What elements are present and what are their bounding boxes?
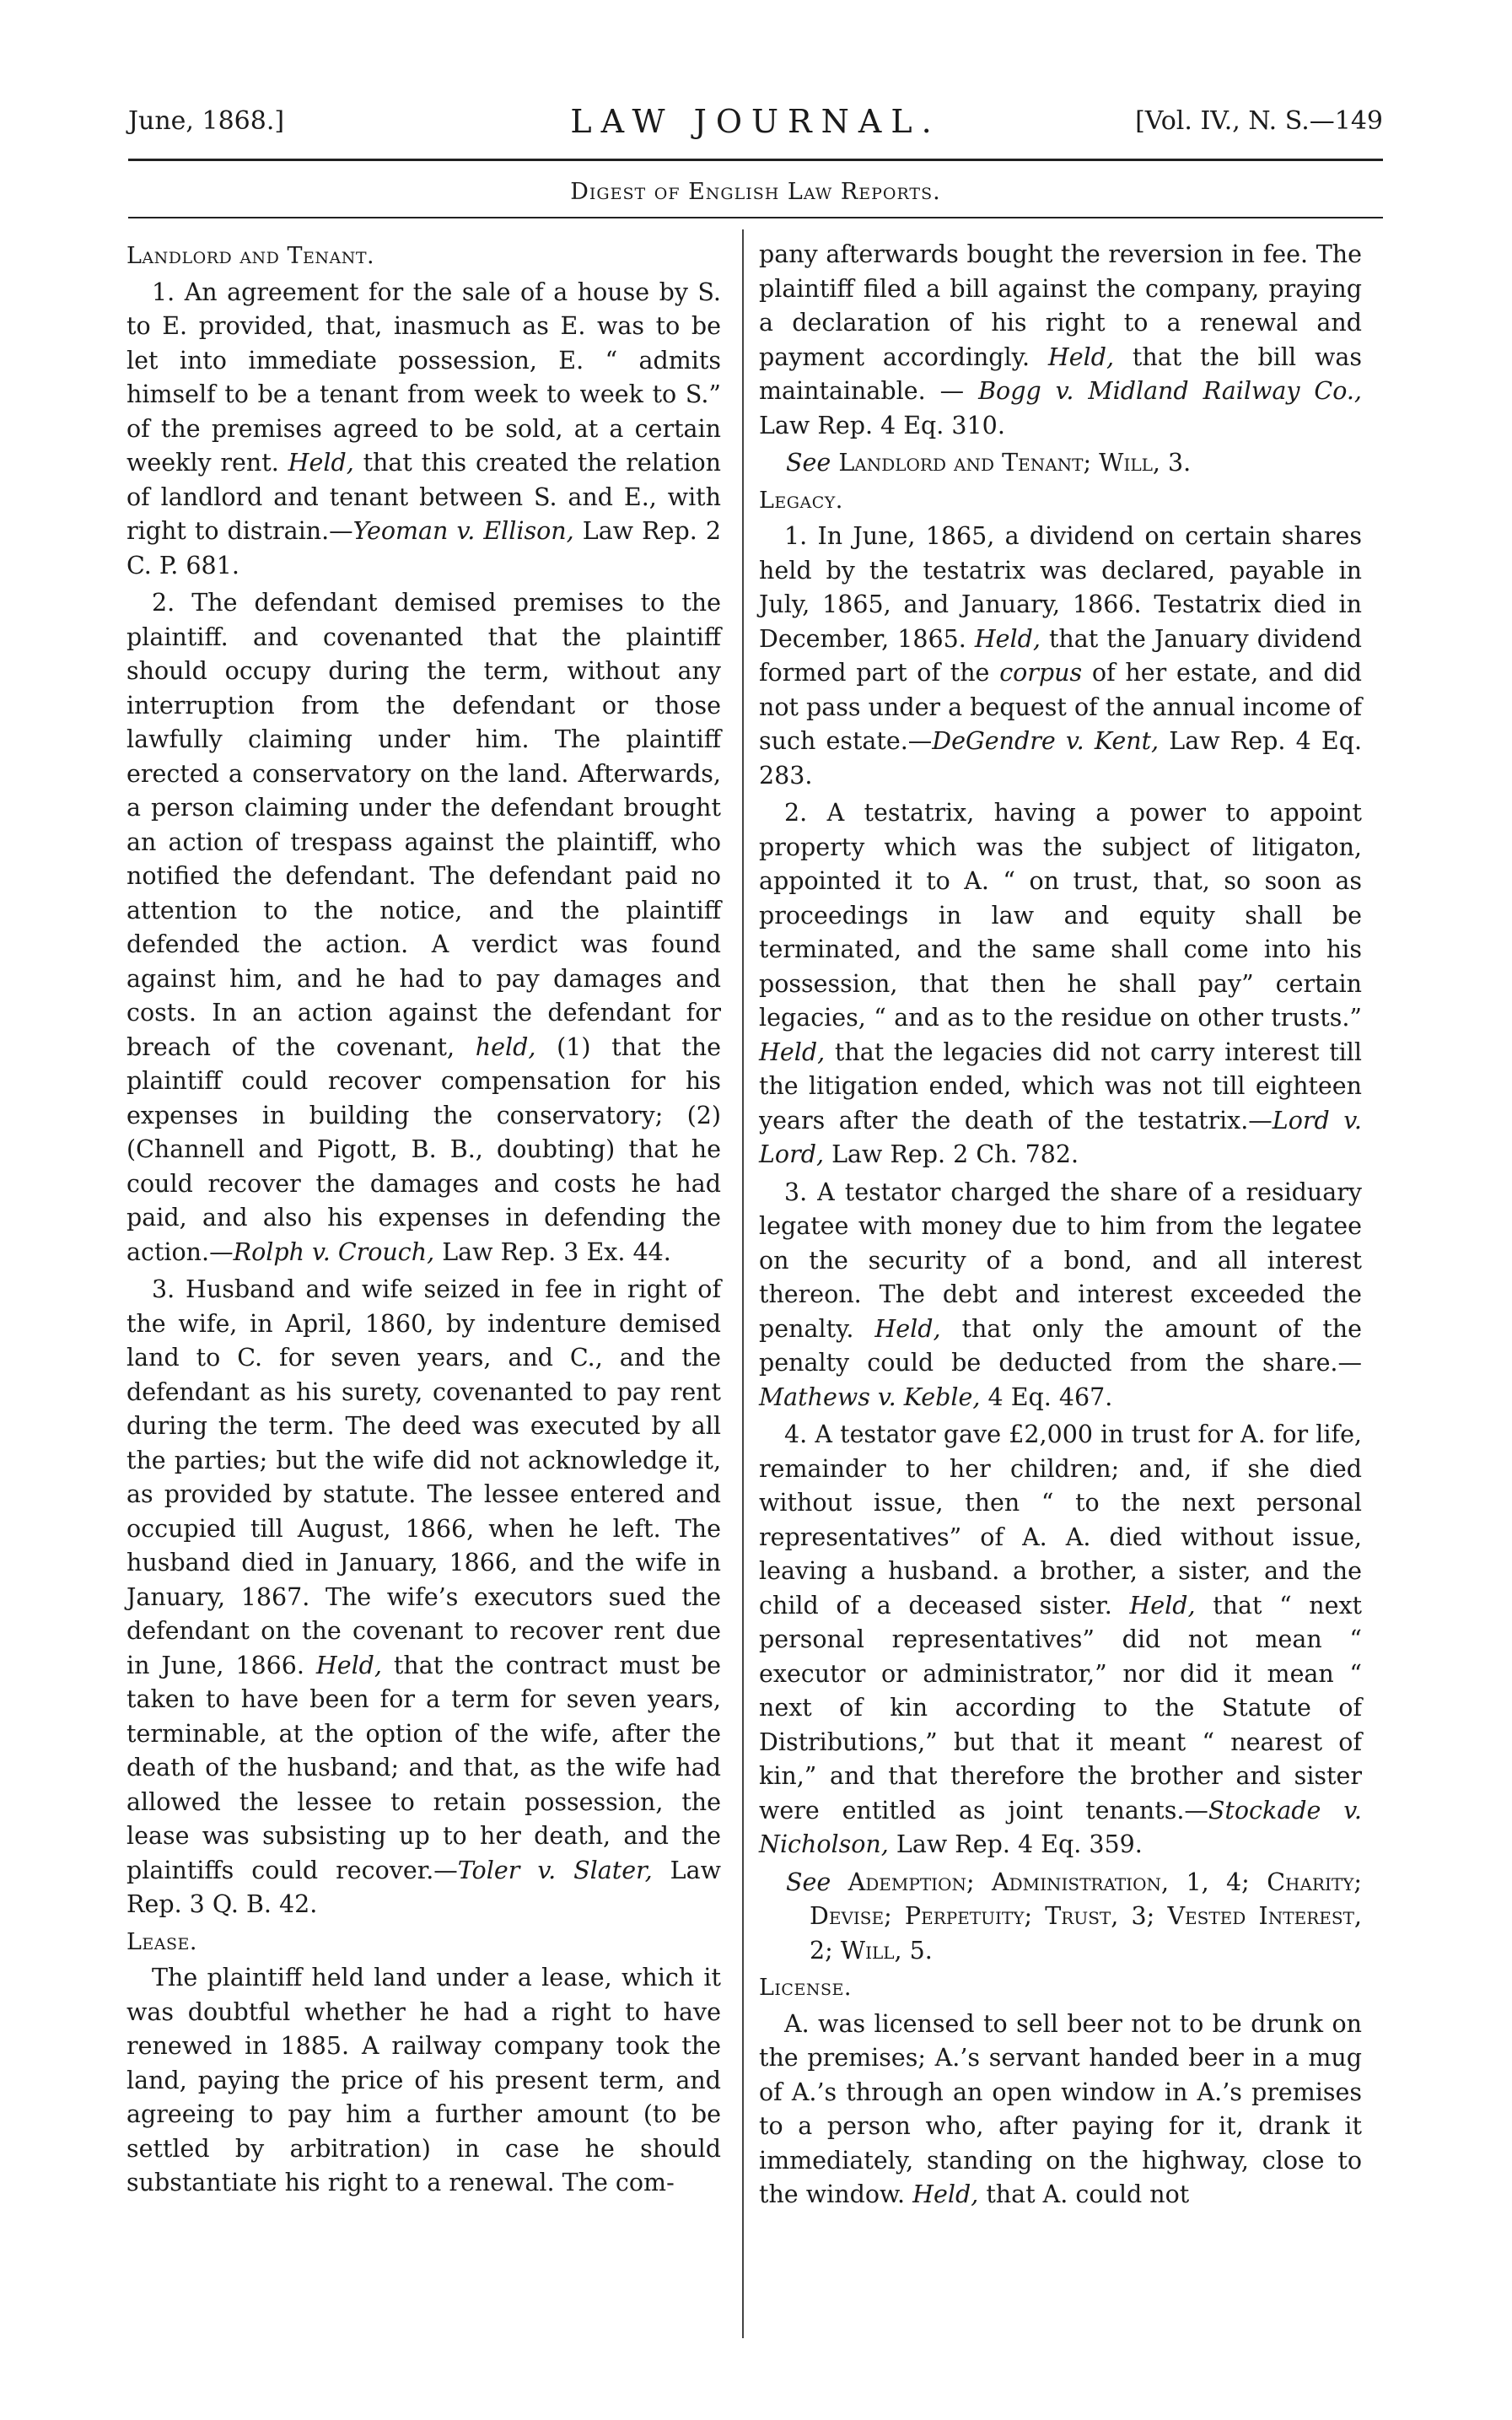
- entry-text: that the legacies did not carry interest till the litigation ended, which was not till eighteen years after the death of the testatrix.—: [759, 1038, 1362, 1135]
- case-name: Yeoman v. Ellison,: [352, 517, 574, 545]
- left-column: [126, 238, 721, 2204]
- entry-landlord-2: [126, 586, 721, 1269]
- case-name: Rolph v. Crouch,: [233, 1237, 435, 1266]
- entry-text: 1. An agreement for the sale of a house by S. to E. provided, that, inasmuch as E. was to be let into immediate possession, E. “ admits himself to be a tenant from week to week to S.” of the premises agreed to be sold, at a certain weekly rent.: [126, 278, 721, 477]
- subtitle-rule: [128, 217, 1383, 218]
- see-also-legacy: [759, 1866, 1362, 1969]
- held-word: Held,: [1129, 1591, 1196, 1620]
- entry-text: A. was licensed to sell beer not to be drunk on the premises; A.’s servant handed beer in a mug of A.’s through an open window in A.’s premises to a person who, after paying for it, drank it immediately, standing on the highway, close to the window.: [759, 2009, 1362, 2208]
- cross-references: Landlord and Tenant; Will, 3.: [831, 449, 1192, 477]
- case-citation: Law Rep. 4 Eq. 283.: [759, 727, 1362, 790]
- held-word: Held,: [288, 449, 354, 477]
- entry-text: that “ next personal representatives” did not mean “ executor or administrator,” nor did it mean “ next of kin according to the Statute of Distributions,” but that it meant “ nearest of kin,” and that therefore the brother and sister were entitled as joint tenants.—: [759, 1591, 1362, 1824]
- entry-text: 1. In June, 1865, a dividend on certain shares held by the testatrix was declared, payable in July, 1865, and January, 1866. Testatrix died in December, 1865.: [759, 522, 1362, 653]
- heading-landlord-and-tenant: Landlord and Tenant.: [126, 243, 375, 269]
- entry-text: 4. A testator gave £2,000 in trust for A. for life, remainder to her children; and, if she died without issue, then “ to the next personal representatives” of A. A. died without issue, leaving a husband. a brother, a sister, and the child of a deceased sister.: [759, 1420, 1362, 1620]
- header-rule: [128, 159, 1383, 161]
- italic-term: corpus: [999, 659, 1083, 687]
- case-citation: Law Rep. 4 Eq. 310.: [759, 411, 1005, 439]
- case-name: Stockade v. Nicholson,: [759, 1796, 1362, 1858]
- case-name: Toler v. Slater,: [457, 1856, 653, 1884]
- case-name: DeGendre v. Kent,: [932, 727, 1160, 755]
- held-word: held,: [475, 1032, 536, 1061]
- see-word: See: [786, 1868, 831, 1896]
- held-word: Held,: [759, 1038, 826, 1066]
- entry-legacy-4: [759, 1418, 1362, 1862]
- entry-text: pany afterwards bought the reversion in fee. The plaintiff filed a bill against the company, praying a declaration of his right to a renewal and payment accordingly.: [759, 240, 1362, 371]
- entry-license: [759, 2008, 1362, 2212]
- cross-references: Ademption; Administration, 1, 4; Charity; Devise; Perpetuity; Trust, 3; Vested Interest, 2; Will, 5.: [810, 1868, 1362, 1965]
- entry-landlord-1: [126, 276, 721, 584]
- entry-lease-continued: [759, 238, 1362, 443]
- held-word: Held,: [315, 1651, 382, 1679]
- entry-text: 2. A testatrix, having a power to appoint property which was the subject of litigaton, appointed it to A. “ on trust, that, so soon as proceedings in law and equity shall be terminated, and the same shall come into his possession, that then he shall pay” certain legacies, “ and as to the residue on other trusts.”: [759, 799, 1362, 1032]
- entry-text: that A. could not: [978, 2180, 1190, 2208]
- entry-text: 3. A testator charged the share of a residuary legatee with money due to him from the legatee on the security of a bond, and all interest thereon. The debt and interest exceeded the penalty.: [759, 1178, 1362, 1343]
- held-word: Held,: [1047, 342, 1115, 371]
- case-citation: Law Rep. 2 C. P. 681.: [126, 517, 721, 579]
- entry-text: that the bill was maintainable. —: [759, 342, 1362, 405]
- case-name: Mathews v. Keble,: [759, 1382, 981, 1411]
- entry-text: 3. Husband and wife seized in fee in right of the wife, in April, 1860, by indenture demised land to C. for seven years, and C., and the defendant as his surety, covenanted to pay rent during the term. The deed was executed by all the parties; but the wife did not acknowledge it, as provided by statute. The lessee entered and occupied till August, 1866, when he left. The husband died in January, 1866, and the wife in January, 1867. The wife’s executors sued the defendant on the covenant to recover rent due in June, 1866.: [126, 1275, 721, 1679]
- case-name: Bogg v. Midland Railway Co.,: [978, 377, 1362, 405]
- see-also-lease: [759, 446, 1362, 481]
- entry-text: 2. The defendant demised premises to the plaintiff. and covenanted that the plaintiff should occupy during the term, without any interruption from the defendant or those lawfully claiming under him. The plaintiff erected a conservatory on the land. Afterwards, a person claiming under the defendant brought an action of trespass against the plaintiff, who notified the defendant. The defendant paid no attention to the notice, and the plaintiff defended the action. A verdict was found against him, and he had to pay damages and costs. In an action against the defendant for breach of the covenant,: [126, 589, 721, 1061]
- case-citation: Law Rep. 3 Ex. 44.: [434, 1237, 671, 1266]
- entry-text: that only the amount of the penalty could be deducted from the share.—: [759, 1314, 1362, 1377]
- column-divider: [742, 229, 744, 2338]
- section-subtitle: Digest of English Law Reports.: [570, 179, 941, 205]
- case-citation: 4 Eq. 467.: [980, 1382, 1113, 1411]
- case-citation: Law Rep. 3 Q. B. 42.: [126, 1856, 721, 1918]
- entry-text: of her estate, and did not pass under a bequest of the annual income of such estate.—: [759, 659, 1362, 755]
- entry-lease: The plaintiff held land under a lease, which it was doubtful whether he had a right to have renewed in 1885. A railway company took the land, paying the price of his present term, and agreeing to pay him a further amount (to be settled by arbitration) in case he should substantiate his right to a renewal. The com-: [126, 1964, 721, 2196]
- entry-legacy-1: [759, 520, 1362, 793]
- entry-text: (1) that the plaintiff could recover compensation for his expenses in building the conservatory; (2) (Channell and Pigott, B. B., doubting) that he could recover the damages and costs he had paid, and also his expenses in defending the action.—: [126, 1032, 721, 1266]
- held-word: Held,: [874, 1314, 941, 1343]
- held-word: Held,: [912, 2180, 979, 2208]
- case-citation: Law Rep. 4 Eq. 359.: [888, 1830, 1143, 1858]
- header-volume-page: [Vol. IV., N. S.—149: [1135, 106, 1383, 136]
- heading-license: License.: [759, 1975, 852, 2001]
- heading-lease: Lease.: [126, 1928, 197, 1955]
- entry-text: that the January dividend formed part of the: [759, 624, 1362, 687]
- header-date: June, 1868.]: [128, 106, 285, 136]
- entry-legacy-2: [759, 796, 1362, 1172]
- entry-text: that this created the relation of landlord and tenant between S. and E., with right to distrain.—: [126, 449, 721, 545]
- entry-legacy-3: [759, 1176, 1362, 1415]
- running-header: [128, 100, 1383, 150]
- see-word: See: [786, 449, 831, 477]
- entry-landlord-3: [126, 1273, 721, 1922]
- right-column: [759, 238, 1362, 2216]
- entry-text: that the contract must be taken to have been for a term for seven years, terminable, at the option of the wife, after the death of the husband; and that, as the wife had allowed the lessee to retain possession, the lease was subsisting up to her death, and the plaintiffs could recover.—: [126, 1651, 721, 1884]
- case-name: Lord v. Lord,: [759, 1106, 1362, 1168]
- journal-title: LAW JOURNAL.: [570, 103, 941, 140]
- case-citation: Law Rep. 2 Ch. 782.: [824, 1140, 1079, 1168]
- heading-legacy: Legacy.: [759, 487, 843, 514]
- held-word: Held,: [974, 624, 1041, 653]
